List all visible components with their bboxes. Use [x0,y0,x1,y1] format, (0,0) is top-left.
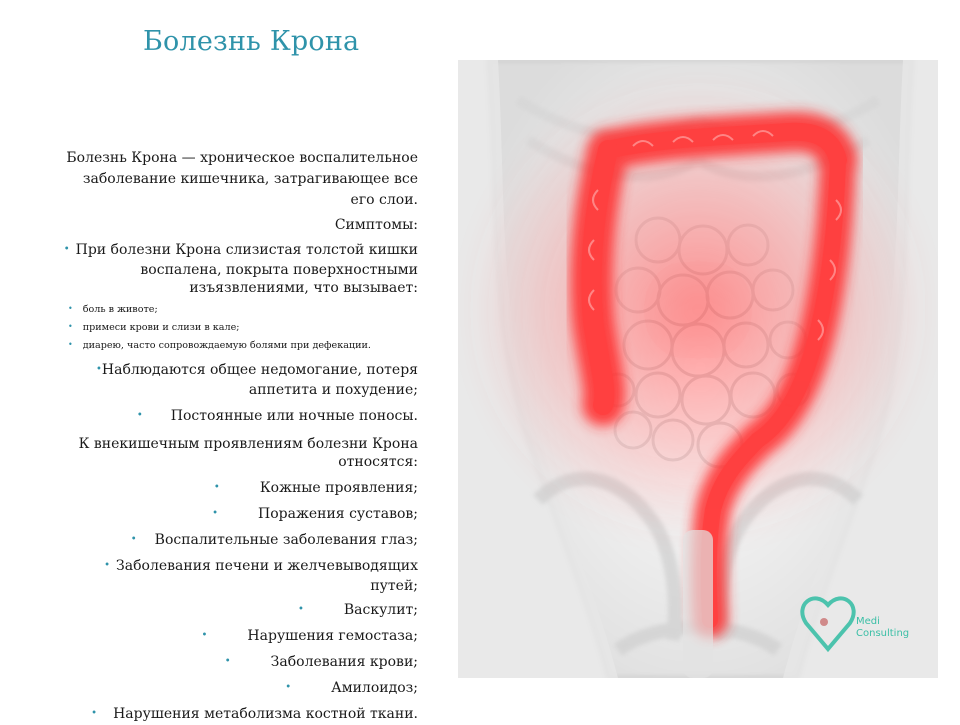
bullet-icon: • [130,534,137,545]
small-symptom-list [60,303,418,353]
bullet-icon: • [224,656,231,667]
bullet-icon: • [285,682,292,693]
bullet-icon: • [297,604,304,615]
intro-text: Болезнь Крона — хроническое воспалительное заболевание кишечника, затрагивающее все его слои. [66,150,418,208]
intro-paragraph [60,148,418,211]
bullet-icon: • [201,630,208,641]
crohn-illustration [458,60,938,678]
logo-text-line2: Consulting [856,628,910,639]
symptoms-lead: • При болезни Крона слизистая толстой кишки воспалена, покрыта поверхностными изъязвлениями, что вызывает: [63,242,418,296]
list-item: • Поражения суставов; [212,506,418,522]
slide-title: Болезнь Крона [143,26,360,57]
bullet-icon: • [96,364,102,375]
list-item: • Васкулит; [297,602,418,618]
list-item: • Заболевания крови; [224,654,418,670]
extraintestinal-heading: К внекишечным проявлениям болезни Крона относятся: [78,436,418,470]
bullet-icon: • [63,244,70,255]
general-symptoms: •Наблюдаются общее недомогание, потеря аппетита и похудение; [96,362,418,398]
list-item: • Нарушения гемостаза; [201,628,418,644]
diarrhea-line: • Постоянные или ночные поносы. [136,408,418,424]
list-item: • примеси крови и слизи в кале; [68,322,240,333]
bullet-icon: • [212,508,219,519]
bullet-icon: • [68,304,73,313]
bullet-icon: • [68,322,73,331]
bullet-icon: • [136,410,143,421]
list-item: • Заболевания печени и желчевыводящих путей; [104,558,418,594]
list-item: • Нарушения метаболизма костной ткани. [91,706,418,722]
bullet-icon: • [104,560,111,571]
abdomen-image [458,60,938,678]
list-item: • Воспалительные заболевания глаз; [130,532,418,548]
bullet-icon: • [68,340,73,349]
bullet-icon: • [91,708,98,719]
symptoms-heading: Симптомы: [334,217,418,233]
logo-text-line1: Medi [856,616,880,627]
text-column [60,148,418,725]
list-item: • диарею, часто сопровождаемую болями при дефекации. [68,340,371,351]
list-item: • Кожные проявления; [213,480,418,496]
extraintestinal-list [60,479,418,725]
list-item: • Амилоидоз; [285,680,418,696]
list-item: • боль в животе; [68,304,158,315]
bullet-icon: • [213,482,220,493]
